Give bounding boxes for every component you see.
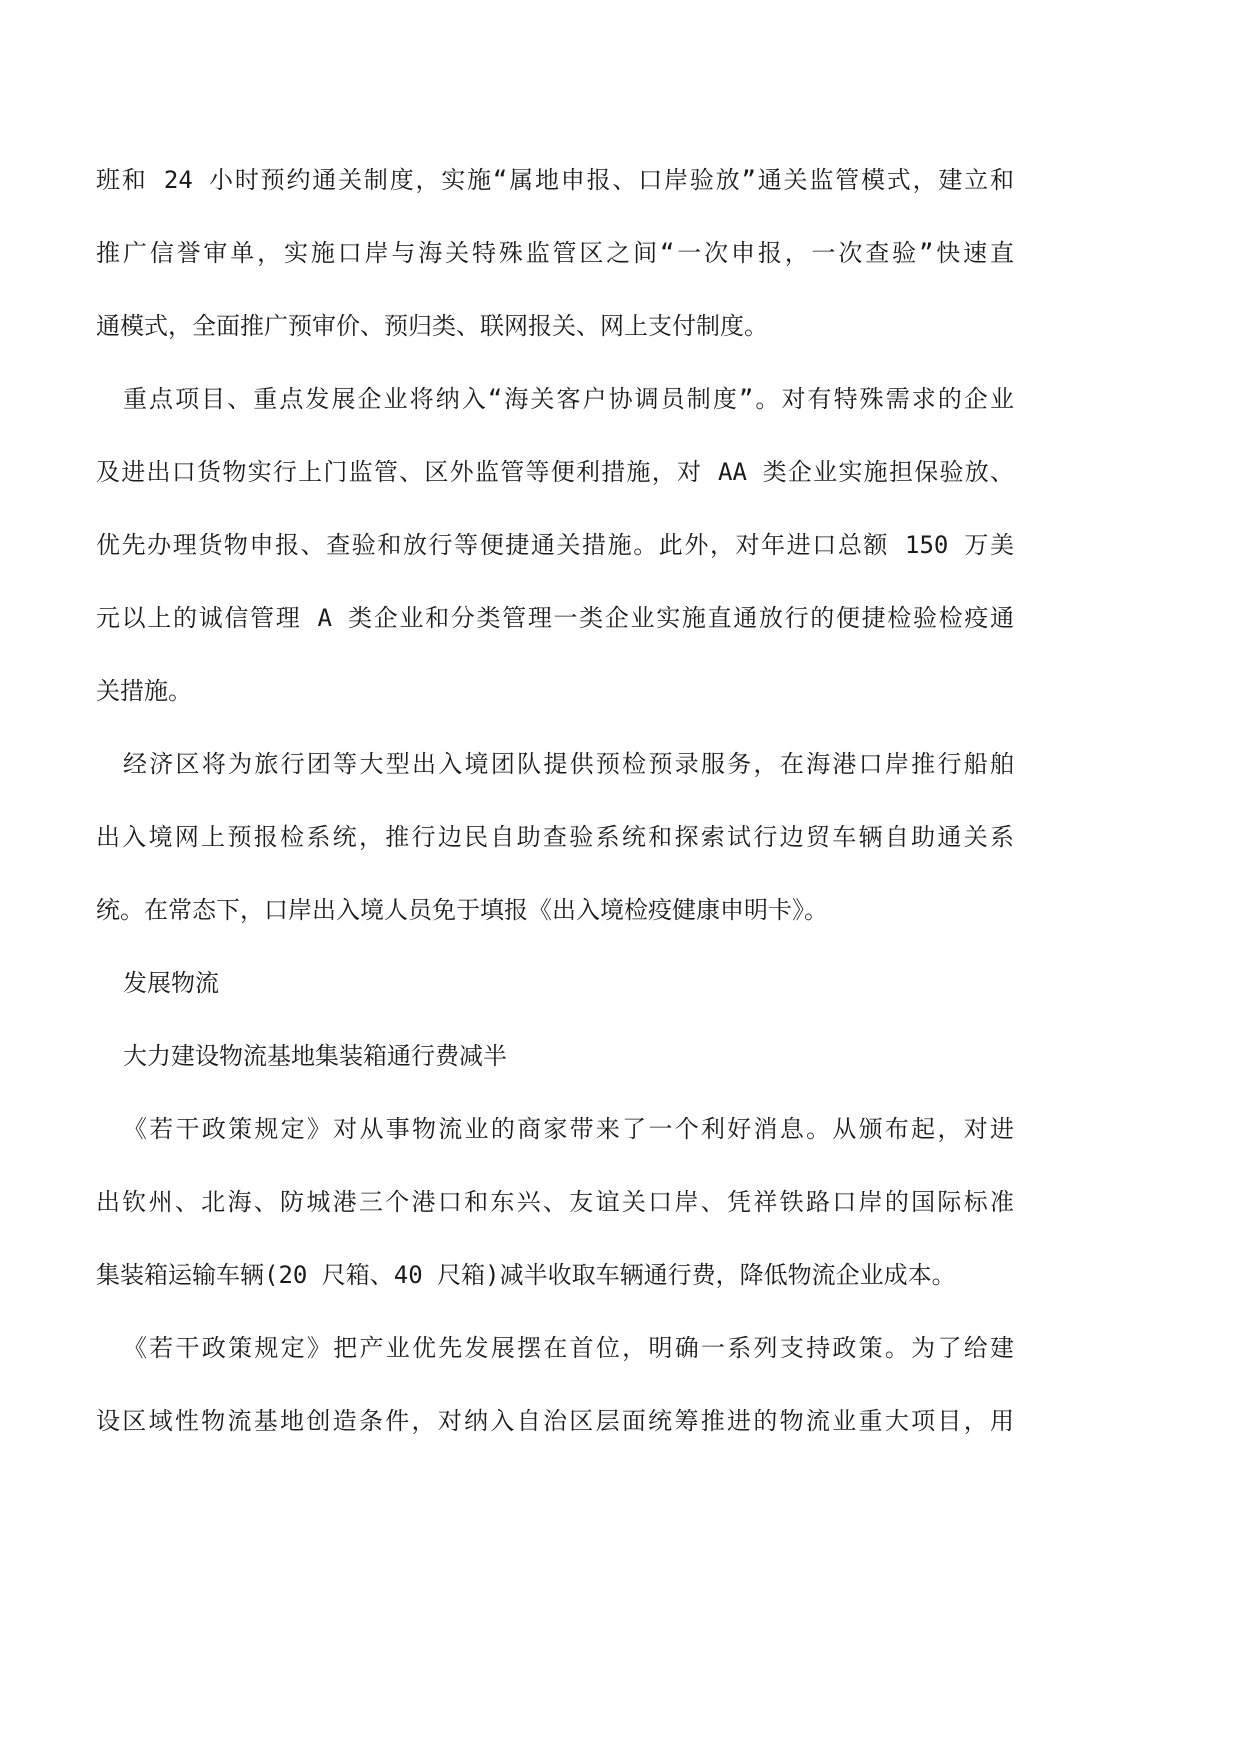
heading-logistics-base bbox=[96, 1020, 1014, 1093]
text-line: 元以上的诚信管理 A 类企业和分类管理一类企业实施直通放行的便捷检验检疫通 bbox=[96, 604, 1014, 632]
text-line: 集装箱运输车辆(20 尺箱、40 尺箱)减半收取车辆通行费，降低物流企业成本。 bbox=[96, 1261, 956, 1289]
text-line: 推广信誉审单，实施口岸与海关特殊监管区之间“一次申报，一次查验”快速直 bbox=[96, 239, 1014, 267]
paragraph-policy-logistics bbox=[96, 1093, 1014, 1312]
text-line: 设区域性物流基地创造条件，对纳入自治区层面统筹推进的物流业重大项目，用 bbox=[96, 1407, 1014, 1435]
text-line: 关措施。 bbox=[96, 677, 192, 705]
text-line: 出钦州、北海、防城港三个港口和东兴、友谊关口岸、凭祥铁路口岸的国际标准 bbox=[96, 1188, 1014, 1216]
text-line: 通模式，全面推广预审价、预归类、联网报关、网上支付制度。 bbox=[96, 312, 768, 340]
text-line: 《若干政策规定》对从事物流业的商家带来了一个利好消息。从颁布起，对进 bbox=[123, 1115, 1014, 1143]
text-line: 统。在常态下，口岸出入境人员免于填报《出入境检疫健康申明卡》。 bbox=[96, 896, 828, 924]
paragraph-key-projects bbox=[96, 363, 1014, 728]
text-line: 及进出口货物实行上门监管、区外监管等便利措施，对 AA 类企业实施担保验放、 bbox=[96, 458, 1014, 486]
text-line: 班和 24 小时预约通关制度，实施“属地申报、口岸验放”通关监管模式，建立和 bbox=[96, 166, 1014, 194]
text-line: 出入境网上预报检系统，推行边民自助查验系统和探索试行边贸车辆自助通关系 bbox=[96, 823, 1014, 851]
text-line: 经济区将为旅行团等大型出入境团队提供预检预录服务，在海港口岸推行船舶 bbox=[123, 750, 1014, 778]
heading-develop-logistics bbox=[96, 947, 1014, 1020]
paragraph-economic-zone bbox=[96, 728, 1014, 947]
document-body bbox=[96, 144, 1014, 1458]
text-line: 重点项目、重点发展企业将纳入“海关客户协调员制度”。对有特殊需求的企业 bbox=[123, 385, 1014, 413]
text-line: 优先办理货物申报、查验和放行等便捷通关措施。此外，对年进口总额 150 万美 bbox=[96, 531, 1014, 559]
section-subheading: 大力建设物流基地集装箱通行费减半 bbox=[123, 1042, 507, 1070]
section-heading: 发展物流 bbox=[123, 969, 219, 997]
paragraph-customs-clearance bbox=[96, 144, 1014, 363]
text-line: 《若干政策规定》把产业优先发展摆在首位，明确一系列支持政策。为了给建 bbox=[123, 1334, 1014, 1362]
paragraph-policy-priority bbox=[96, 1312, 1014, 1458]
